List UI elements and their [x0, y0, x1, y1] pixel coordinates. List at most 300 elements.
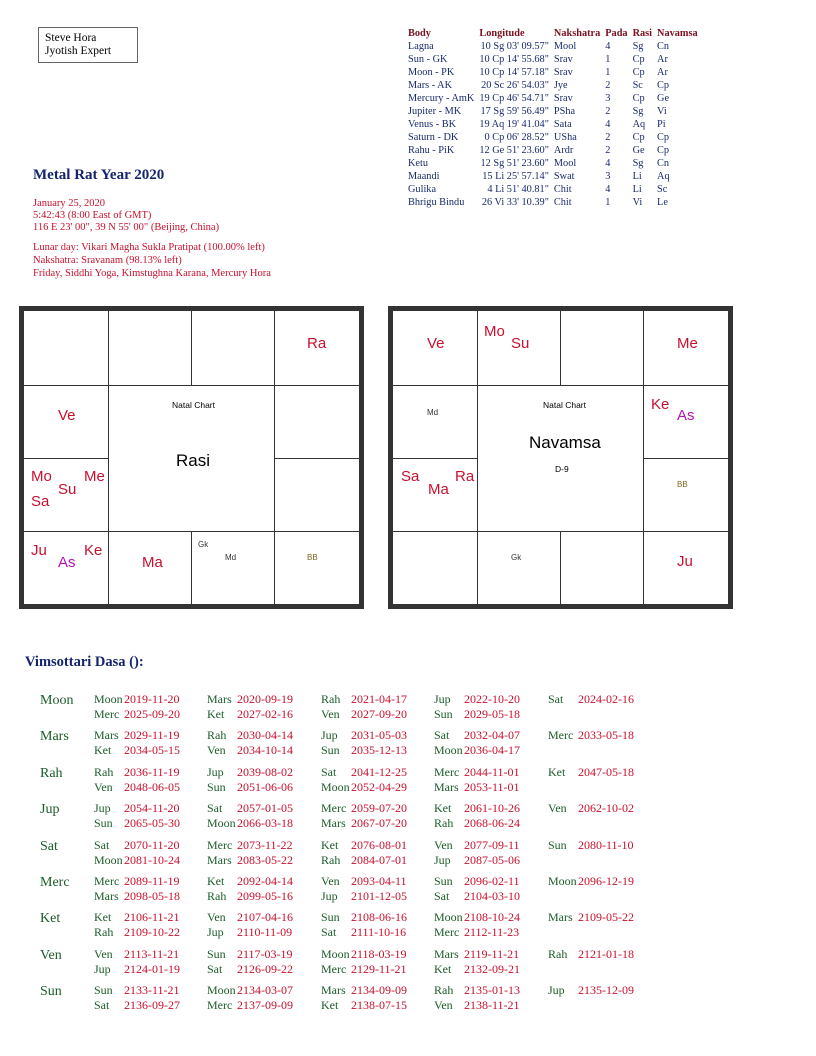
antar-dasa [207, 925, 293, 940]
planet-navamsa: Sc [657, 184, 668, 195]
antar-dasa-lord: Merc [548, 728, 574, 743]
rasi-mars: Ma [142, 554, 163, 571]
birth-location: 116 E 23' 00", 39 N 55' 00" (Beijing, China) [33, 222, 220, 233]
antar-dasa-lord: Sun [207, 779, 226, 794]
antar-dasa [94, 837, 180, 853]
antar-dasa [434, 816, 520, 831]
antar-dasa [434, 692, 520, 707]
birth-date: January 25, 2020 [33, 198, 106, 209]
planet-nakshatra: Chit [553, 197, 572, 208]
page-title: Metal Rat Year 2020 [33, 167, 165, 183]
antar-dasa-date: 2087-05-06 [464, 852, 520, 867]
antar-dasa-lord: Ven [434, 998, 453, 1013]
antar-dasa-date: 2061-10-26 [464, 801, 520, 816]
antar-dasa-lord: Sun [207, 946, 226, 961]
logo-line-2: Jyotish Expert [45, 45, 112, 57]
navamsa-saturn: Sa [401, 468, 420, 485]
planet-rasi: Sg [632, 158, 644, 169]
antar-dasa-lord: Rah [321, 852, 341, 867]
planet-body: Bhrigu Bindu [408, 197, 465, 208]
maha-dasa-lord: Moon [40, 693, 74, 708]
planet-body: Venus - BK [408, 119, 457, 130]
antar-dasa-date: 2098-05-18 [124, 888, 180, 903]
antar-dasa [434, 910, 520, 925]
antar-dasa [434, 707, 520, 722]
antar-dasa-lord: Rah [434, 983, 454, 998]
planet-row [408, 144, 703, 157]
antar-dasa [207, 764, 293, 780]
rasi-house-cell [274, 531, 360, 605]
planet-rasi: Ge [632, 145, 645, 156]
antar-dasa-lord: Moon [94, 692, 123, 706]
antar-dasa-lord: Ket [321, 998, 339, 1013]
antar-dasa-lord: Ket [321, 837, 339, 852]
antar-dasa-date: 2081-10-24 [124, 852, 180, 867]
rasi-bhrigu-bindu: BB [307, 553, 318, 562]
antar-dasa [321, 743, 407, 758]
maha-dasa-lord: Merc [40, 874, 70, 890]
navamsa-mercury: Me [677, 335, 698, 352]
planet-longitude: 12 Ge 51' 23.60" [479, 145, 549, 156]
antar-dasa [94, 888, 180, 904]
antar-dasa-date: 2077-09-11 [464, 837, 520, 852]
header-body: Body [408, 28, 431, 39]
antar-dasa-lord: Sun [94, 983, 113, 998]
antar-dasa-date: 2110-11-09 [237, 925, 293, 940]
antar-dasa-lord: Mars [548, 910, 573, 925]
planet-longitude: 20 Sc 26' 54.03" [481, 80, 549, 91]
antar-dasa-date: 2118-03-19 [351, 946, 407, 961]
navamsa-house-cell [477, 531, 561, 605]
planet-rasi: Li [632, 184, 642, 195]
antar-dasa-date: 2121-01-18 [578, 946, 634, 961]
antar-dasa-lord: Sat [94, 837, 110, 852]
antar-dasa-lord: Rah [207, 728, 227, 743]
antar-dasa-lord: Ven [207, 743, 226, 758]
antar-dasa-lord: Jup [207, 764, 224, 779]
antar-dasa [207, 946, 293, 962]
header-longitude: Longitude [479, 28, 525, 39]
antar-dasa [94, 910, 180, 925]
antar-dasa-date: 2034-05-15 [124, 743, 180, 758]
antar-dasa [207, 779, 293, 795]
antar-dasa-date: 2047-05-18 [578, 764, 634, 779]
antar-dasa [207, 961, 293, 977]
antar-dasa-date: 2025-09-20 [124, 707, 180, 721]
antar-dasa-date: 2093-04-11 [351, 873, 407, 888]
rasi-chart-title: Natal Chart [172, 400, 215, 410]
antar-dasa [321, 764, 407, 780]
rasi-moon: Mo [31, 468, 52, 485]
antar-dasa-date: 2044-11-01 [464, 764, 520, 779]
dasa-row [40, 910, 660, 946]
planet-nakshatra: Srav [553, 54, 573, 65]
antar-dasa [434, 837, 520, 853]
antar-dasa-lord: Ket [434, 801, 452, 816]
antar-dasa-date: 2084-07-01 [351, 852, 407, 867]
planet-body: Sun - GK [408, 54, 448, 65]
planet-rasi: Aq [632, 119, 646, 130]
antar-dasa [434, 925, 520, 940]
antar-dasa-date: 2133-11-21 [124, 983, 180, 998]
dasa-row [40, 765, 660, 801]
rasi-ascendant: As [58, 554, 76, 571]
planet-longitude: 19 Aq 19' 41.04" [479, 119, 549, 130]
antar-dasa-date: 2129-11-21 [351, 961, 407, 976]
antar-dasa-lord: Ven [207, 910, 226, 925]
antar-dasa-date: 2030-04-14 [237, 728, 293, 743]
antar-dasa-lord: Sun [434, 873, 453, 888]
antar-dasa-date: 2062-10-02 [578, 801, 634, 816]
rasi-jupiter: Ju [31, 542, 47, 559]
antar-dasa-date: 2124-01-19 [124, 961, 180, 976]
navamsa-house-cell [560, 310, 644, 386]
planet-navamsa: Cp [657, 145, 670, 156]
navamsa-ascendant: As [677, 407, 695, 424]
rasi-chart [19, 306, 364, 609]
antar-dasa-date: 2119-11-21 [464, 946, 520, 961]
navamsa-moon: Mo [484, 323, 505, 340]
antar-dasa [548, 837, 634, 853]
antar-dasa-lord: Rah [94, 925, 114, 940]
antar-dasa-date: 2106-11-21 [124, 910, 180, 925]
dasa-table [40, 692, 660, 1020]
planet-longitude: 10 Cp 14' 57.18" [479, 67, 549, 78]
antar-dasa-lord: Jup [321, 728, 338, 743]
antar-dasa-lord: Moon [321, 779, 350, 794]
dasa-row [40, 801, 660, 837]
antar-dasa-lord: Mars [434, 779, 459, 794]
antar-dasa-date: 2134-03-07 [237, 983, 293, 998]
antar-dasa [434, 764, 520, 780]
antar-dasa [207, 692, 293, 707]
navamsa-mars: Ma [428, 481, 449, 498]
antar-dasa-date: 2027-02-16 [237, 707, 293, 721]
planet-navamsa: Cp [657, 132, 670, 143]
planet-longitude: 10 Cp 14' 55.68" [479, 54, 549, 65]
navamsa-house-cell [643, 458, 729, 532]
antar-dasa-lord: Mars [207, 852, 232, 867]
antar-dasa-lord: Jup [94, 801, 111, 816]
dasa-row [40, 983, 660, 1019]
planet-body: Jupiter - MK [408, 106, 462, 117]
antar-dasa-date: 2059-07-20 [351, 801, 407, 816]
antar-dasa-lord: Rah [321, 692, 341, 706]
antar-dasa-lord: Sat [321, 764, 337, 779]
antar-dasa-date: 2135-12-09 [578, 983, 634, 998]
antar-dasa [321, 837, 407, 853]
antar-dasa [94, 692, 180, 707]
antar-dasa [321, 801, 407, 816]
antar-dasa-date: 2057-01-05 [237, 801, 293, 816]
antar-dasa [207, 837, 293, 853]
header-nakshatra: Nakshatra [553, 28, 601, 39]
rasi-maandi: Md [225, 553, 237, 562]
navamsa-bhrigu-bindu: BB [677, 480, 688, 489]
antar-dasa [94, 961, 180, 977]
dasa-row [40, 838, 660, 874]
antar-dasa [434, 946, 520, 962]
planet-rasi: Cp [632, 54, 645, 65]
antar-dasa-date: 2099-05-16 [237, 888, 293, 903]
maha-dasa-lord: Sat [40, 838, 58, 854]
antar-dasa-lord: Sat [434, 888, 450, 903]
planet-row [408, 196, 703, 209]
antar-dasa [434, 873, 520, 889]
antar-dasa-lord: Rah [434, 816, 454, 831]
planet-nakshatra: Sata [553, 119, 572, 130]
planet-pada: 4 [605, 158, 611, 169]
planet-navamsa: Aq [657, 171, 670, 182]
planet-row [408, 66, 703, 79]
antar-dasa-date: 2092-04-14 [237, 873, 293, 888]
antar-dasa [434, 779, 520, 795]
planet-navamsa: Le [657, 197, 668, 208]
antar-dasa-date: 2019-11-20 [124, 692, 180, 706]
rasi-house-cell [274, 458, 360, 532]
planet-nakshatra: Mool [553, 41, 577, 52]
antar-dasa-lord: Rah [207, 888, 227, 903]
antar-dasa [548, 946, 634, 962]
antar-dasa [548, 801, 634, 816]
antar-dasa-date: 2109-10-22 [124, 925, 180, 940]
antar-dasa-date: 2048-06-05 [124, 779, 180, 794]
planet-nakshatra: Chit [553, 184, 572, 195]
antar-dasa [548, 983, 634, 998]
antar-dasa-date: 2070-11-20 [124, 837, 180, 852]
planet-longitude: 26 Vi 33' 10.39" [481, 197, 549, 208]
antar-dasa-date: 2029-11-19 [124, 728, 180, 743]
maha-dasa-lord: Mars [40, 729, 69, 745]
dasa-title: Vimsottari Dasa (): [25, 654, 144, 670]
antar-dasa-date: 2066-03-18 [237, 816, 293, 831]
antar-dasa-lord: Sun [434, 707, 453, 721]
antar-dasa [434, 743, 520, 758]
rasi-rahu: Ra [307, 335, 327, 352]
antar-dasa-lord: Jup [434, 852, 451, 867]
antar-dasa-date: 2065-05-30 [124, 816, 180, 831]
planet-table-header [408, 27, 703, 40]
navamsa-sun: Su [511, 335, 530, 352]
navamsa-chart-subtitle: D-9 [555, 464, 569, 474]
antar-dasa-date: 2022-10-20 [464, 692, 520, 706]
antar-dasa [321, 873, 407, 889]
planet-pada: 3 [605, 171, 611, 182]
planet-body: Ketu [408, 158, 429, 169]
planet-row [408, 118, 703, 131]
antar-dasa-lord: Sun [321, 910, 340, 925]
antar-dasa [321, 925, 407, 940]
antar-dasa-lord: Mars [321, 816, 346, 831]
antar-dasa-date: 2138-11-21 [464, 998, 520, 1013]
antar-dasa-lord: Sun [94, 816, 113, 831]
antar-dasa-lord: Ven [434, 837, 453, 852]
antar-dasa-lord: Mars [321, 983, 346, 998]
planet-row [408, 105, 703, 118]
planet-nakshatra: Srav [553, 67, 573, 78]
antar-dasa-date: 2052-04-29 [351, 779, 407, 794]
antar-dasa [434, 961, 520, 977]
antar-dasa-date: 2041-12-25 [351, 764, 407, 779]
planet-navamsa: Vi [657, 106, 667, 117]
planet-rasi: Sg [632, 41, 644, 52]
planet-row [408, 40, 703, 53]
header-pada: Pada [605, 28, 628, 39]
planet-longitude: 12 Sg 51' 23.60" [480, 158, 549, 169]
navamsa-rahu: Ra [455, 468, 475, 485]
antar-dasa-lord: Rah [94, 764, 114, 779]
antar-dasa-lord: Moon [434, 743, 463, 758]
planet-body: Maandi [408, 171, 440, 182]
antar-dasa-date: 2107-04-16 [237, 910, 293, 925]
antar-dasa-date: 2033-05-18 [578, 728, 634, 743]
antar-dasa-date: 2126-09-22 [237, 961, 293, 976]
antar-dasa-date: 2032-04-07 [464, 728, 520, 743]
antar-dasa-date: 2089-11-19 [124, 873, 180, 888]
antar-dasa-lord: Ket [207, 873, 225, 888]
antar-dasa-date: 2053-11-01 [464, 779, 520, 794]
rasi-mercury: Me [84, 468, 105, 485]
antar-dasa [321, 946, 407, 962]
logo-box [38, 27, 138, 63]
antar-dasa-date: 2029-05-18 [464, 707, 520, 721]
antar-dasa-lord: Moon [321, 946, 350, 961]
antar-dasa-date: 2076-08-01 [351, 837, 407, 852]
antar-dasa-lord: Sat [548, 692, 564, 706]
antar-dasa [207, 728, 293, 743]
planet-row [408, 79, 703, 92]
antar-dasa-lord: Mars [94, 728, 119, 743]
antar-dasa-date: 2027-09-20 [351, 707, 407, 721]
planet-body: Moon - PK [408, 67, 455, 78]
planet-row [408, 131, 703, 144]
antar-dasa [207, 888, 293, 904]
antar-dasa [94, 764, 180, 780]
navamsa-maandi: Md [427, 408, 439, 417]
antar-dasa-date: 2020-09-19 [237, 692, 293, 706]
antar-dasa-date: 2080-11-10 [578, 837, 634, 852]
antar-dasa [94, 728, 180, 743]
rasi-venus: Ve [58, 407, 76, 424]
antar-dasa-lord: Ven [94, 946, 113, 961]
planet-row [408, 53, 703, 66]
antar-dasa [321, 816, 407, 831]
antar-dasa [207, 998, 293, 1013]
antar-dasa [321, 983, 407, 998]
antar-dasa-date: 2136-09-27 [124, 998, 180, 1013]
planet-navamsa: Ar [657, 54, 668, 65]
rasi-house-cell [23, 310, 109, 386]
rasi-saturn: Sa [31, 493, 50, 510]
antar-dasa [434, 801, 520, 816]
maha-dasa-lord: Jup [40, 802, 60, 818]
antar-dasa-date: 2039-08-02 [237, 764, 293, 779]
antar-dasa-date: 2034-10-14 [237, 743, 293, 758]
rasi-house-cell [108, 310, 192, 386]
planet-nakshatra: Swat [553, 171, 575, 182]
planet-pada: 4 [605, 184, 611, 195]
antar-dasa-lord: Sat [434, 728, 450, 743]
maha-dasa-lord: Ket [40, 911, 61, 927]
antar-dasa [434, 888, 520, 904]
antar-dasa-lord: Jup [434, 692, 451, 706]
antar-dasa [321, 852, 407, 868]
header-navamsa: Navamsa [657, 28, 698, 39]
antar-dasa-lord: Sun [548, 837, 567, 852]
planet-row [408, 92, 703, 105]
navamsa-house-cell [392, 385, 478, 459]
navamsa-ketu: Ke [651, 396, 670, 413]
planet-pada: 1 [605, 197, 611, 208]
antar-dasa-date: 2096-12-19 [578, 873, 634, 888]
planet-navamsa: Cn [657, 41, 670, 52]
rasi-gulika: Gk [198, 540, 209, 549]
antar-dasa [321, 998, 407, 1013]
planet-nakshatra: PSha [553, 106, 576, 117]
planet-longitude: 15 Li 25' 57.14" [482, 171, 549, 182]
antar-dasa [548, 764, 634, 780]
planet-body: Mercury - AmK [408, 93, 475, 104]
antar-dasa-lord: Mars [94, 888, 119, 903]
antar-dasa-lord: Sat [94, 998, 110, 1013]
planet-body: Gulika [408, 184, 437, 195]
planet-pada: 3 [605, 93, 611, 104]
planet-body: Rahu - PiK [408, 145, 455, 156]
antar-dasa-lord: Merc [321, 801, 347, 816]
planet-navamsa: Pi [657, 119, 666, 130]
antar-dasa-date: 2108-06-16 [351, 910, 407, 925]
antar-dasa-date: 2036-11-19 [124, 764, 180, 779]
antar-dasa [321, 692, 407, 707]
birth-time: 5:42:43 (8:00 East of GMT) [33, 210, 152, 221]
planet-row [408, 170, 703, 183]
planet-pada: 1 [605, 67, 611, 78]
antar-dasa-date: 2021-04-17 [351, 692, 407, 706]
navamsa-chart [388, 306, 733, 609]
antar-dasa-lord: Ket [207, 707, 225, 721]
antar-dasa-lord: Ven [548, 801, 567, 816]
antar-dasa-lord: Ven [321, 707, 340, 721]
antar-dasa [94, 779, 180, 795]
antar-dasa [94, 816, 180, 831]
antar-dasa [321, 888, 407, 904]
antar-dasa [94, 946, 180, 962]
antar-dasa [207, 801, 293, 816]
antar-dasa-date: 2134-09-09 [351, 983, 407, 998]
antar-dasa-date: 2067-07-20 [351, 816, 407, 831]
antar-dasa [321, 728, 407, 743]
antar-dasa-lord: Ket [434, 961, 452, 976]
navamsa-house-cell [560, 531, 644, 605]
antar-dasa [94, 707, 180, 722]
antar-dasa-date: 2068-06-24 [464, 816, 520, 831]
antar-dasa-lord: Ven [94, 779, 113, 794]
antar-dasa-date: 2138-07-15 [351, 998, 407, 1013]
planet-rasi: Vi [632, 197, 643, 208]
planet-nakshatra: Mool [553, 158, 577, 169]
logo-line-1: Steve Hora [45, 32, 97, 44]
planet-pada: 2 [605, 145, 611, 156]
planet-longitude: 17 Sg 59' 56.49" [480, 106, 549, 117]
antar-dasa [434, 983, 520, 998]
lunar-day: Lunar day: Vikari Magha Sukla Pratipat (100.00% left) [33, 242, 265, 253]
planet-rasi: Li [632, 171, 642, 182]
planet-row [408, 183, 703, 196]
planet-longitude: 0 Cp 06' 28.52" [484, 132, 549, 143]
antar-dasa [548, 728, 634, 743]
antar-dasa-lord: Moon [548, 873, 577, 888]
antar-dasa-lord: Moon [94, 852, 123, 867]
